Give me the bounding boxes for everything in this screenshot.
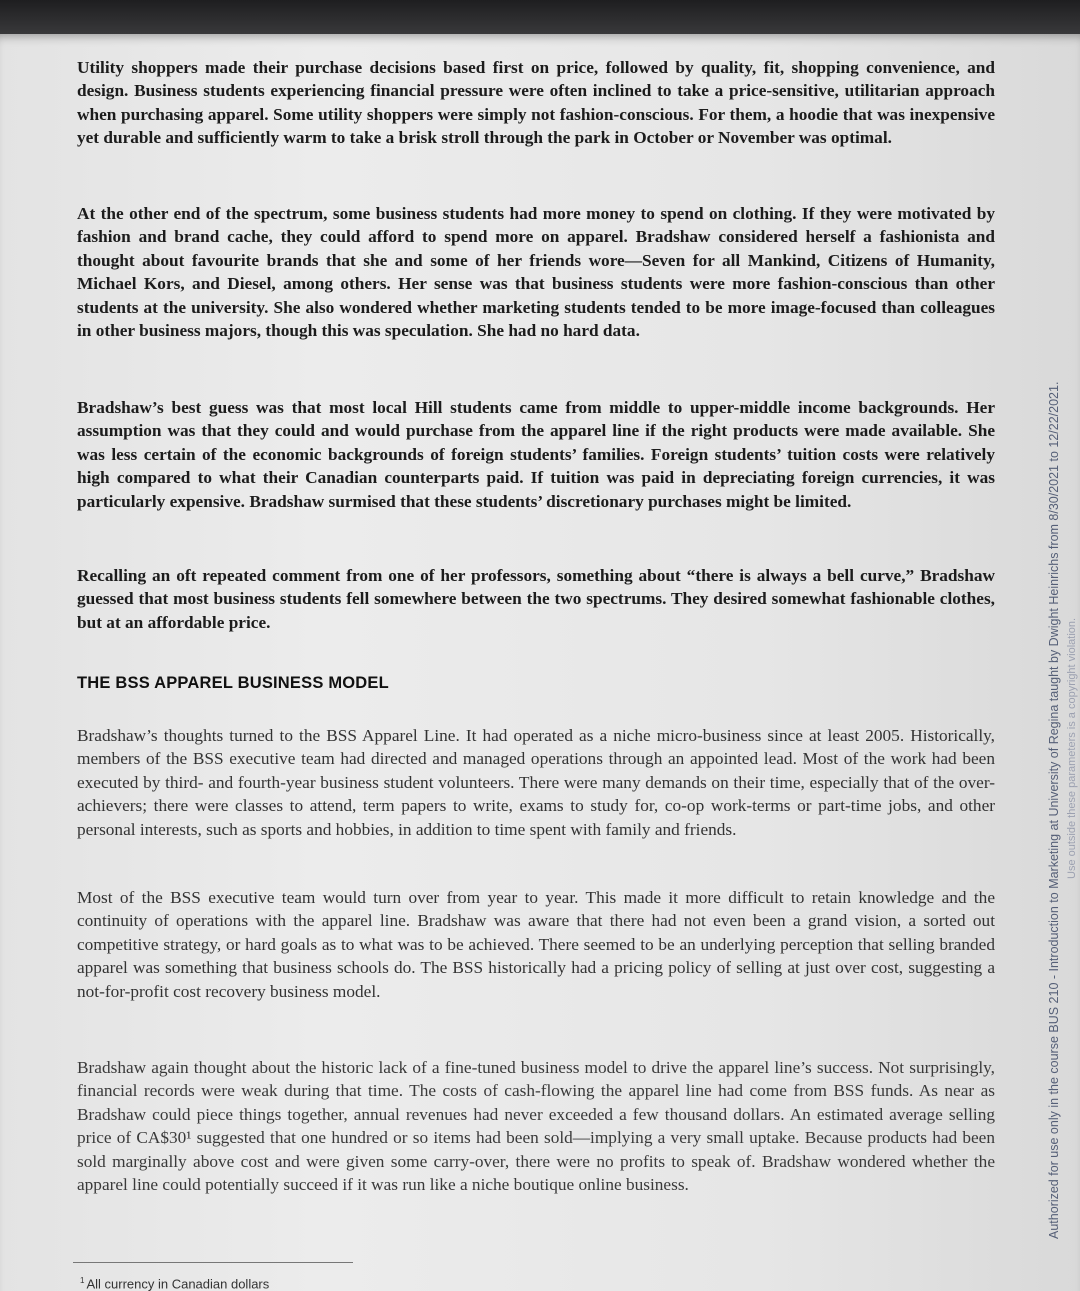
top-dark-band [0,0,1080,36]
footnote-text: All currency in Canadian dollars [86,1276,270,1291]
footnote-rule [73,1262,353,1263]
paragraph-income-backgrounds: Bradshaw’s best guess was that most local Hill students came from middle to upper-middle income backgrounds. Her assumption was that they could and would purchase from the apparel line if the right products were made available. She was less certain of the economic backgrounds of foreign students’ families. Foreign students’ tuition costs were relatively high compared to what their Canadian counterparts paid. If tuition was paid in depreciating foreign currencies, it was particularly expensive. Bradshaw surmised that these students’ discretionary purchases might be limited. [77,398,995,511]
footnote-marker: 1 [80,1276,85,1285]
paragraph-utility-shoppers: Utility shoppers made their purchase decisions based first on price, followed by quality, fit, shopping convenience, and design. Business students experiencing financial pressure were often inclined to take a price-sensitive, utilitarian approach when purchasing apparel. Some utility shoppers were simply not fashion-conscious. For them, a hoodie that was inexpensive yet durable and sufficiently warm to take a brisk stroll through the park in October or November was optimal. [77,58,995,148]
document-page [0,34,1080,1291]
paragraph-bss-apparel-line: Bradshaw’s thoughts turned to the BSS Apparel Line. It had operated as a niche micro-business since at least 2005. Historically, members of the BSS executive team had directed and managed operations through an appointed lead. Most of the work had been executed by third- and fourth-year business student volunteers. There were many demands on their time, especially that of the over-achievers; there were classes to attend, term papers to write, exams to study for, co-op work-terms or part-time jobs, and other personal interests, such as sports and hobbies, in addition to time spent with family and friends. [77,726,995,839]
copyright-watermark: Authorized for use only in the course BUS 210 - Introduction to Marketing at University of Regina taught by Dwight Heinrichs from 8/30/2021 to 12/22/2021. [1047,381,1061,1239]
paragraph-fashion-spectrum: At the other end of the spectrum, some business students had more money to spend on clothing. If they were motivated by fashion and brand cache, they could afford to spend more on apparel. Bradshaw considered herself a fashionista and thought about favourite brands that she and some of her friends wore—Seven for all Mankind, Citizens of Humanity, Michael Kors, and Diesel, among others. Her sense was that business students were more fashion-conscious than other students at the university. She also wondered whether marketing students tended to be more image-focused than colleagues in other business majors, though this was speculation. She had no hard data. [77,204,995,341]
paragraph-executive-turnover: Most of the BSS executive team would turn over from year to year. This made it more difficult to retain knowledge and the continuity of operations with the apparel line. Bradshaw was aware that there had not even been a grand vision, a sorted out competitive strategy, or hard goals as to what was to be achieved. There seemed to be an underlying perception that selling branded apparel was something that business schools do. The BSS historically had a pricing policy of selling at just over cost, suggesting a not-for-profit cost recovery business model. [77,888,995,1001]
paragraph-business-model: Bradshaw again thought about the historic lack of a fine-tuned business model to drive the apparel line’s success. Not surprisingly, financial records were weak during that time. The costs of cash-flowing the apparel line had come from BSS funds. As near as Bradshaw could piece things together, annual revenues had never exceeded a few thousand dollars. An estimated average selling price of CA$30¹ suggested that one hundred or so items had been sold—implying a very small uptake. Because products had been sold marginally above cost and were given some carry-over, there were no profits to speak of. Bradshaw wondered whether the apparel line could potentially succeed if it was run like a niche boutique online business. [77,1058,995,1195]
section-heading: THE BSS APPAREL BUSINESS MODEL [77,674,389,692]
paragraph-bell-curve: Recalling an oft repeated comment from one of her professors, something about “there is always a bell curve,” Bradshaw guessed that most business students fell somewhere between the two spectrums. They desired somewhat fashionable clothes, but at an affordable price. [77,566,995,632]
footnote [80,1276,269,1291]
copyright-watermark-line2: Use outside these parameters is a copyright violation. [1066,617,1078,879]
